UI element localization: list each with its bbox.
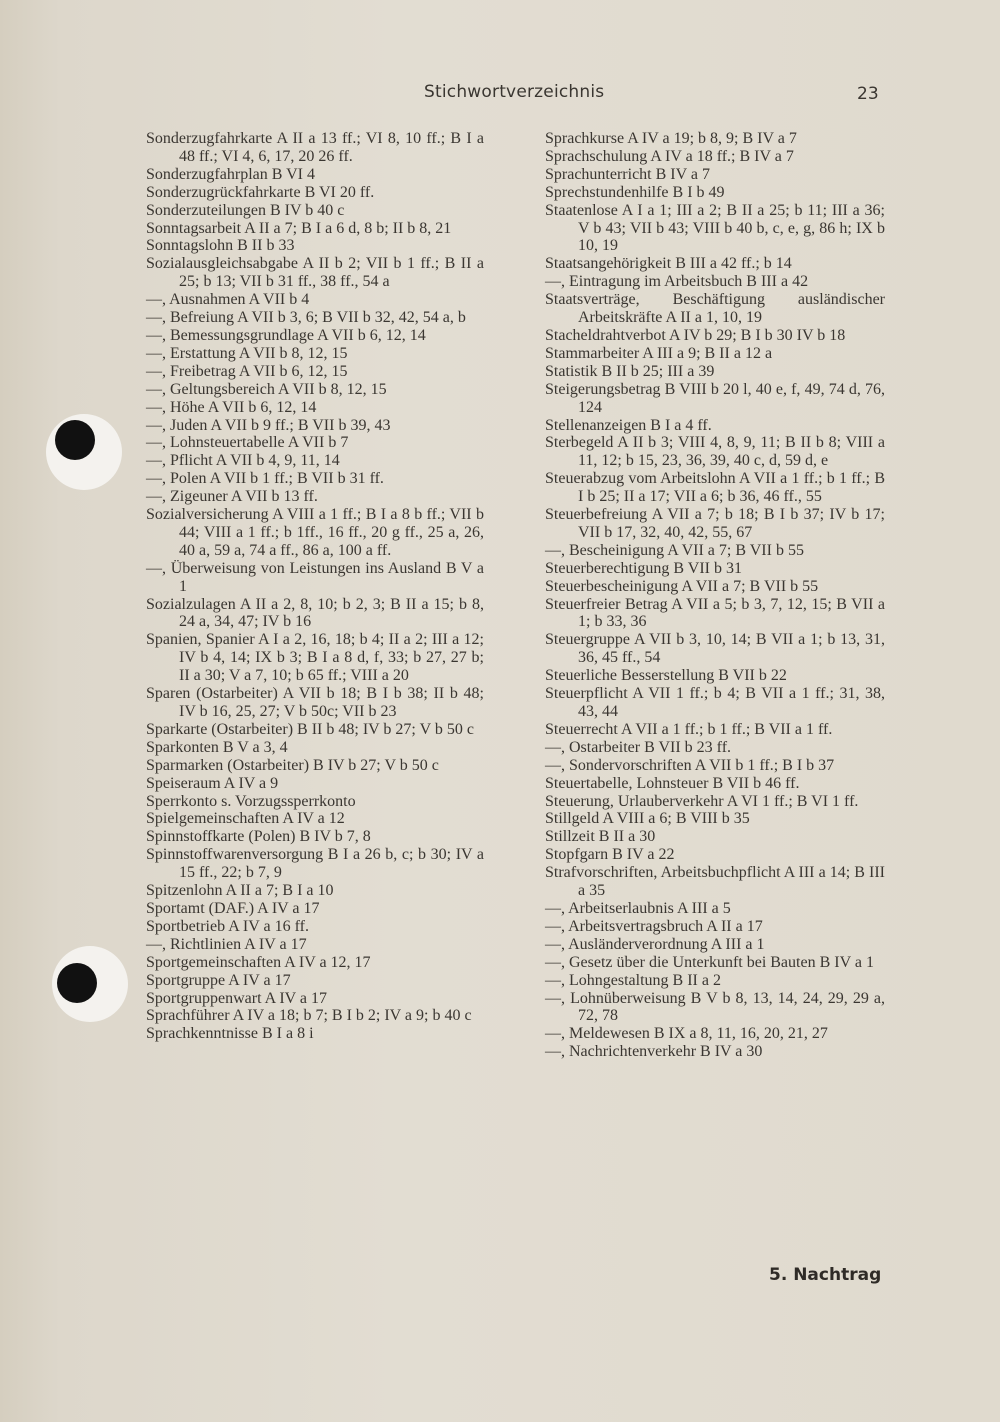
index-entry: Sonderzuteilungen B IV b 40 c — [146, 201, 345, 219]
index-entry: Steuerbefreiung A VII a 7; b 18; B I b 37; IV b 17; VII b 17, 32, 40, 42, 55, 67 — [545, 506, 885, 541]
index-entry: Staatenlose A I a 1; III a 2; B II a 25; b 11; III a 36; V b 43; VII b 43; VIII b 40 b, c, e, g, 86 h; IX b 10, 19 — [545, 201, 885, 255]
index-entry: —, Bescheinigung A VII a 7; B VII b 55 — [545, 541, 804, 559]
index-entry: Sprachschulung A IV a 18 ff.; B IV a 7 — [545, 147, 794, 165]
index-entry: Steuerung, Urlauberverkehr A VI 1 ff.; B VI 1 ff. — [545, 792, 859, 810]
index-entry: Spinnstoffkarte (Polen) B IV b 7, 8 — [146, 828, 371, 846]
index-entry: —, Freibetrag A VII b 6, 12, 15 — [146, 362, 348, 380]
index-entry: Sportgruppenwart A IV a 17 — [146, 989, 328, 1007]
index-entry: Stopfgarn B IV a 22 — [545, 846, 675, 864]
index-entry: Sportgruppe A IV a 17 — [146, 971, 291, 989]
index-entry: Sparen (Ostarbeiter) A VII b 18; B I b 38; II b 48; IV b 16, 25, 27; V b 50c; VII b 23 — [146, 685, 484, 720]
index-entry: —, Bemessungsgrundlage A VII b 6, 12, 14 — [146, 326, 426, 344]
index-entry: Steuertabelle, Lohnsteuer B VII b 46 ff. — [545, 774, 800, 792]
index-column-right — [545, 130, 885, 1061]
index-entry: Steuerberechtigung B VII b 31 — [545, 559, 742, 577]
index-entry: —, Polen A VII b 1 ff.; B VII b 31 ff. — [146, 470, 384, 488]
index-entry: —, Pflicht A VII b 4, 9, 11, 14 — [146, 452, 340, 470]
index-entry: Sprachführer A IV a 18; b 7; B I b 2; IV a 9; b 40 c — [146, 1007, 472, 1025]
index-column-left — [146, 130, 484, 1043]
index-entry: Sparkarte (Ostarbeiter) B II b 48; IV b 27; V b 50 c — [146, 720, 474, 738]
page-title: Stichwortverzeichnis — [424, 82, 605, 102]
page-number: 23 — [857, 84, 879, 104]
index-entry: Sportbetrieb A IV a 16 ff. — [146, 917, 309, 935]
index-entry: Stammarbeiter A III a 9; B II a 12 a — [545, 344, 773, 362]
index-entry: Sozialversicherung A VIII a 1 ff.; B I a 8 b ff.; VII b 44; VIII a 1 ff.; b 1ff., 16 ff., 20 g ff., 25 a, 26, 40 a, 59 a, 74 a ff., 86 a, 100 a ff. — [146, 506, 484, 559]
index-entry: Sprachkenntnisse B I a 8 i — [146, 1025, 314, 1043]
index-entry: —, Lohnsteuertabelle A VII b 7 — [146, 434, 349, 452]
index-entry: Sprachunterricht B IV a 7 — [545, 165, 710, 183]
index-entry: Steuerpflicht A VII 1 ff.; b 4; B VII a 1 ff.; 31, 38, 43, 44 — [545, 685, 885, 720]
index-entry: Sonderzugfahrplan B VI 4 — [146, 165, 315, 183]
index-entry: —, Überweisung von Leistungen ins Ausland B V a 1 — [146, 559, 484, 595]
index-entry: —, Nachrichtenverkehr B IV a 30 — [545, 1043, 763, 1061]
index-entry: Staatsangehörigkeit B III a 42 ff.; b 14 — [545, 255, 792, 273]
supplement-label: 5. Nachtrag — [769, 1265, 882, 1285]
index-entry: Steuerliche Besserstellung B VII b 22 — [545, 667, 787, 685]
index-entry: Staatsverträge, Beschäftigung ausländischer Arbeitskräfte A II a 1, 10, 19 — [545, 291, 885, 327]
index-entry: —, Arbeitsvertragsbruch A II a 17 — [545, 917, 763, 935]
index-entry: Sonntagsarbeit A II a 7; B I a 6 d, 8 b; II b 8, 21 — [146, 219, 452, 237]
index-entry: Steuerbescheinigung A VII a 7; B VII b 55 — [545, 577, 819, 595]
index-entry: —, Ausländerverordnung A III a 1 — [545, 935, 765, 953]
index-entry: Steuerabzug vom Arbeitslohn A VII a 1 ff.; b 1 ff.; B I b 25; II a 17; VII a 6; b 36, 46 ff., 55 — [545, 470, 885, 506]
index-entry: —, Juden A VII b 9 ff.; B VII b 39, 43 — [146, 416, 391, 434]
index-entry: Sozialzulagen A II a 2, 8, 10; b 2, 3; B II a 15; b 8, 24 a, 34, 47; IV b 16 — [146, 595, 484, 631]
index-entry: Steuerfreier Betrag A VII a 5; b 3, 7, 12, 15; B VII a 1; b 33, 36 — [545, 595, 885, 631]
index-entry: —, Zigeuner A VII b 13 ff. — [146, 488, 318, 506]
index-entry: Steigerungsbetrag B VIII b 20 l, 40 e, f, 49, 74 d, 76, 124 — [545, 380, 885, 416]
index-entry: Sparkonten B V a 3, 4 — [146, 738, 288, 756]
index-entry: —, Gesetz über die Unterkunft bei Bauten B IV a 1 — [545, 953, 874, 971]
index-entry: Sperrkonto s. Vorzugssperrkonto — [146, 792, 356, 810]
index-entry: —, Lohnüberweisung B V b 8, 13, 14, 24, 29, 29 a, 72, 78 — [545, 989, 885, 1025]
index-entry: Sparmarken (Ostarbeiter) B IV b 27; V b 50 c — [146, 756, 439, 774]
index-entry: Steuerrecht A VII a 1 ff.; b 1 ff.; B VII a 1 ff. — [545, 720, 833, 738]
index-entry: Stellenanzeigen B I a 4 ff. — [545, 416, 712, 434]
index-entry: —, Richtlinien A IV a 17 — [146, 935, 307, 953]
index-entry: Speiseraum A IV a 9 — [146, 774, 279, 792]
index-entry: Sonderzugfahrkarte A II a 13 ff.; VI 8, 10 ff.; B I a 48 ff.; VI 4, 6, 17, 20 26 ff. — [146, 130, 484, 165]
index-entry: —, Geltungsbereich A VII b 8, 12, 15 — [146, 380, 387, 398]
index-entry: —, Ausnahmen A VII b 4 — [146, 291, 310, 309]
index-entry: Strafvorschriften, Arbeitsbuchpflicht A III a 14; B III a 35 — [545, 864, 885, 900]
index-entry: Sportamt (DAF.) A IV a 17 — [146, 899, 320, 917]
index-entry: —, Eintragung im Arbeitsbuch B III a 42 — [545, 273, 809, 291]
index-entry: Spielgemeinschaften A IV a 12 — [146, 810, 345, 828]
index-entry: Sprechstundenhilfe B I b 49 — [545, 183, 725, 201]
index-entry: Stillzeit B II a 30 — [545, 828, 656, 846]
index-entry: Spitzenlohn A II a 7; B I a 10 — [146, 882, 334, 900]
index-entry: Sprachkurse A IV a 19; b 8, 9; B IV a 7 — [545, 130, 797, 147]
punch-hole-top-icon — [55, 420, 95, 460]
index-entry: —, Lohngestaltung B II a 2 — [545, 971, 721, 989]
index-entry: Spanien, Spanier A I a 2, 16, 18; b 4; II a 2; III a 12; IV b 4, 14; IX b 3; B I a 8 d, f, 33; b 27, 27 b; II a 30; V a 7, 10; b 65 ff.; VIII a 20 — [146, 631, 484, 685]
index-entry: Sozialausgleichsabgabe A II b 2; VII b 1 ff.; B II a 25; b 13; VII b 31 ff., 38 ff., 54 a — [146, 255, 484, 291]
index-entry: Sportgemeinschaften A IV a 12, 17 — [146, 953, 371, 971]
index-entry: —, Sondervorschriften A VII b 1 ff.; B I b 37 — [545, 756, 835, 774]
index-entry: —, Arbeitserlaubnis A III a 5 — [545, 899, 731, 917]
index-entry: Stacheldrahtverbot A IV b 29; B I b 30 IV b 18 — [545, 326, 846, 344]
index-entry: Sterbegeld A II b 3; VIII 4, 8, 9, 11; B II b 8; VIII a 11, 12; b 15, 23, 36, 39, 40 c, d, 59 d, e — [545, 434, 885, 470]
punch-hole-bottom-icon — [57, 963, 97, 1003]
index-entry: Steuergruppe A VII b 3, 10, 14; B VII a 1; b 13, 31, 36, 45 ff., 54 — [545, 631, 885, 667]
index-entry: Stillgeld A VIII a 6; B VIII b 35 — [545, 810, 750, 828]
index-entry: Spinnstoffwarenversorgung B I a 26 b, c; b 30; IV a 15 ff., 22; b 7, 9 — [146, 846, 484, 882]
index-entry: —, Höhe A VII b 6, 12, 14 — [146, 398, 317, 416]
index-entry: Statistik B II b 25; III a 39 — [545, 362, 715, 380]
index-entry: —, Meldewesen B IX a 8, 11, 16, 20, 21, 27 — [545, 1025, 828, 1043]
index-entry: Sonderzugrückfahrkarte B VI 20 ff. — [146, 183, 375, 201]
index-entry: Sonntagslohn B II b 33 — [146, 237, 295, 255]
index-entry: —, Ostarbeiter B VII b 23 ff. — [545, 738, 732, 756]
index-entry: —, Erstattung A VII b 8, 12, 15 — [146, 344, 348, 362]
index-entry: —, Befreiung A VII b 3, 6; B VII b 32, 42, 54 a, b — [146, 309, 466, 327]
